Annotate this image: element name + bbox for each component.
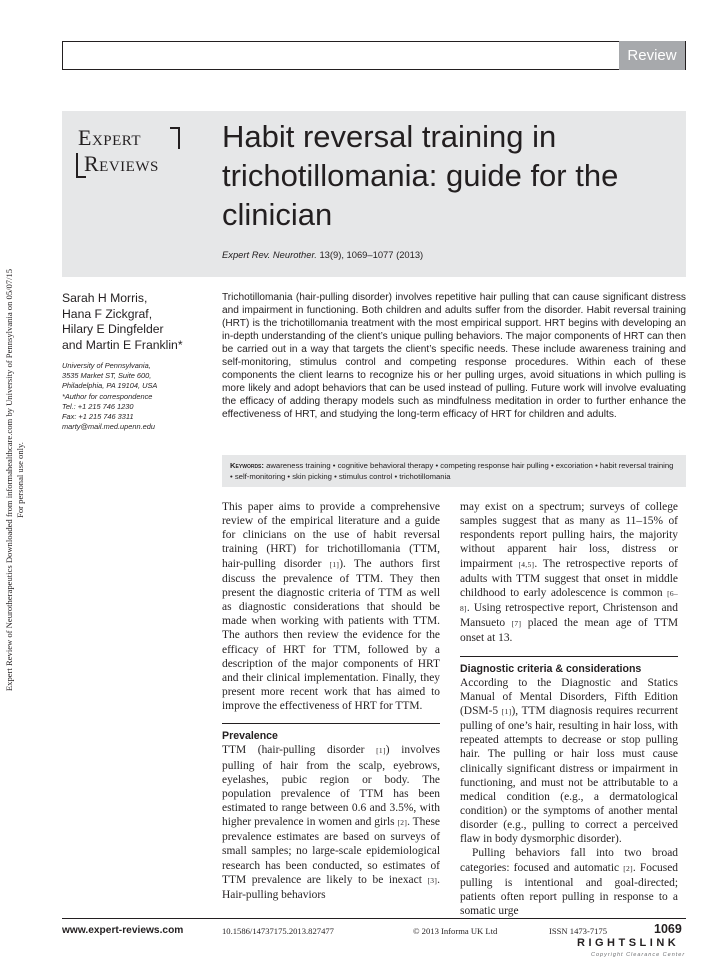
rightslink-subtext: Copyright Clearance Center: [591, 952, 686, 958]
logo-line-2: Reviews: [84, 151, 159, 176]
expert-reviews-logo: [76, 125, 188, 181]
abstract: Trichotillomania (hair-pulling disorder) involves repetitive hair pulling that can cause significant distress and impairment in functioning. Both children and adults suffer from the disorder. Habit reversal training (HRT) is the trichotillomania treatment with the most empirical support. HRT begins with developing an in-depth understanding of the client’s unique pulling behaviors. The major components of HRT can then be carried out in a way that targets the client’s specific needs. These include awareness training and self-monitoring, stimulus control and competing response procedures. Within each of these components the client learns to recognize his or her pulling urges, avoid situations in which pulling is more likely and adopt behaviors that can be used instead of pulling. Future work will involve evaluating the efficacy of adding therapy models such as mindfulness meditation in order to further enhance the effectiveness of HRT, and studying the long-term efficacy of HRT for children and adults.: [222, 292, 686, 421]
correspondence-email: marty@mail.med.upenn.edu: [62, 422, 155, 432]
section-divider: [460, 656, 678, 657]
journal-name: Expert Rev. Neurother.: [222, 249, 317, 260]
top-bar: [62, 41, 686, 70]
rightslink-logo: [577, 937, 687, 965]
affiliation-line: Tel.: +1 215 746 1230: [62, 401, 134, 411]
intro-paragraph: This paper aims to provide a comprehensive review of the empirical literature and a guide for clinicians on the use of habit reversal training (HRT) for trichotillomania (TTM, hair-pulling disorder [1]). The authors first discuss the prevalence of TTM. They then present the diagnostic criteria of TTM as well as diagnostic considerations that should be made when working with patients with TTM. The authors then review the evidence for the efficacy of HRT for TTM, followed by a description of the major components of HRT and their clinical implementation. Finally, they present more recent work that has aimed to improve the effectiveness of HRT for TTM.: [222, 501, 441, 713]
section-divider: [222, 723, 440, 724]
keywords-box: [222, 455, 686, 487]
article-title: Habit reversal training in trichotillomania: guide for the clinician: [222, 119, 619, 232]
affiliation-line: Philadelphia, PA 19104, USA: [62, 381, 158, 391]
section-tag: Review: [619, 41, 685, 70]
logo-line-1: Expert: [78, 125, 142, 150]
diagnostic-paragraph: According to the Diagnostic and Statics Manual of Mental Disorders, Fifth Edition (DSM-5 [1]), TTM diagnosis requires recurrent pulling of one’s hair, resulting in hair loss, with repeated attempts to decrease or stop pulling hair. The pulling or hair loss must cause clinically significant distress or impairment in functioning, and must not be attributable to a medical condition (e.g., a dermatological condition) or the symptoms of another mental disorder (e.g., pulling to correct a perceived flaw in body dysmorphic disorder).: [460, 676, 678, 846]
affiliation-line: 3535 Market ST, Suite 600,: [62, 371, 152, 381]
onset-paragraph: may exist on a spectrum; surveys of college samples suggest that as many as 11–15% of respondents report pulling hairs, the majority without apparent hair loss, distress or impairment [4,5]. The retrospective reports of adults with TTM suggest that onset in middle childhood to early adolescence is common [6–8]. Using retrospective report, Christenson and Mansueto [7] placed the mean age of TTM onset at 13.: [460, 501, 679, 645]
watermark-line-2: For personal use only.: [15, 442, 25, 518]
footer-copyright: © 2013 Informa UK Ltd: [413, 926, 498, 936]
rightslink-text: RIGHTSLINK: [577, 937, 680, 949]
page-number: 1069: [654, 922, 682, 936]
citation-volume: 13(9), 1069–1077 (2013): [316, 249, 424, 260]
footer-website: www.expert-reviews.com: [62, 925, 184, 936]
keywords-label: Keywords:: [230, 461, 264, 470]
reference-marker[interactable]: [2]: [623, 863, 633, 873]
download-watermark: [0, 240, 30, 720]
affiliation-line: Fax: +1 215 746 3311: [62, 412, 134, 422]
footer-issn: ISSN 1473-7175: [549, 926, 608, 936]
reference-marker[interactable]: [7]: [511, 619, 522, 629]
author-list: [62, 291, 214, 353]
affiliation-line: *Author for correspondence: [62, 391, 153, 401]
reference-marker[interactable]: [4,5]: [518, 559, 535, 569]
pulling-types-paragraph: Pulling behaviors fall into two broad categories: focused and automatic [2]. Focused pulling is intentional and goal-directed; patients often report pulling in response to a somatic urge: [460, 847, 678, 918]
author-name: and Martin E Franklin*: [62, 337, 183, 352]
body-column-2: [460, 500, 678, 918]
article-header: [62, 111, 686, 277]
reference-marker[interactable]: [2]: [397, 818, 408, 828]
footer-divider: [62, 918, 686, 919]
section-heading-diagnostic: Diagnostic criteria & considerations: [460, 662, 642, 675]
author-name: Sarah H Morris,: [62, 291, 148, 305]
reference-marker[interactable]: [3]: [427, 875, 438, 885]
reference-marker[interactable]: [1]: [376, 746, 386, 756]
author-affiliation: [62, 361, 214, 432]
keywords-list: awareness training • cognitive behavioral therapy • competing response hair pulling • excoriation • habit reversal training • self-monitoring • skin picking • stimulus control • trichotillomania: [230, 461, 674, 481]
reference-marker[interactable]: [1]: [501, 706, 512, 716]
author-name: Hana F Zickgraf,: [62, 306, 153, 321]
affiliation-line: University of Pennsylvania,: [62, 361, 151, 370]
reference-marker[interactable]: [6–8]: [460, 588, 678, 614]
author-name: Hilary E Dingfelder: [62, 322, 164, 336]
body-column-1: [222, 500, 440, 902]
prevalence-paragraph: TTM (hair-pulling disorder [1]) involves pulling of hair from the scalp, eyebrows, eyelashes, pubic region or body. The population prevalence of TTM has been estimated to range between 0.6 and 3.5%, with higher prevalence in women and girls [2]. These prevalence estimates are based on surveys of small samples; no large-scale epidemiological research has been conducted, so estimates of TTM prevalence are likely to be inexact [3]. Hair-pulling behaviors: [222, 744, 440, 901]
watermark-text: [4, 269, 26, 691]
article-citation: [222, 249, 423, 260]
watermark-line-1: Expert Review of Neurotherapeutics Downloaded from informahealthcare.com by University of Pennsylvania on 05/07/15: [4, 268, 14, 692]
section-heading-prevalence: Prevalence: [222, 730, 278, 743]
footer-doi: 10.1586/14737175.2013.827477: [222, 926, 334, 936]
reference-marker[interactable]: [1]: [329, 559, 340, 569]
